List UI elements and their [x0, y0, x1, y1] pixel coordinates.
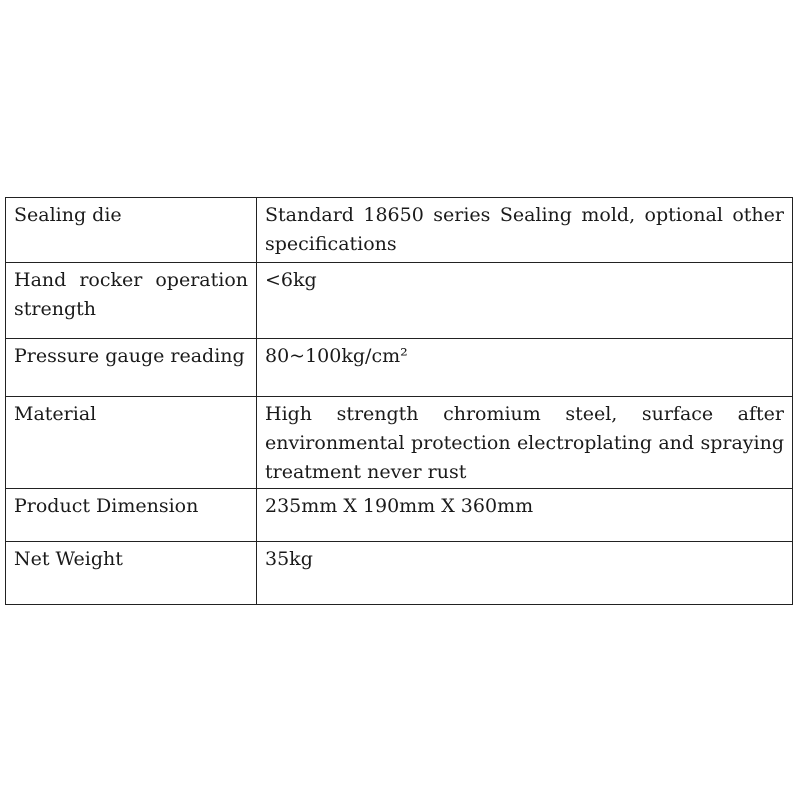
spec-value: <6kg: [257, 263, 793, 339]
spec-label: Net Weight: [6, 542, 257, 605]
table-row: [6, 263, 793, 339]
table-row: [6, 198, 793, 263]
spec-label: Pressure gauge reading: [6, 339, 257, 397]
table-row: [6, 339, 793, 397]
spec-label: Material: [6, 397, 257, 489]
spec-value: 35kg: [257, 542, 793, 605]
spec-value: Standard 18650 series Sealing mold, optional other specifications: [257, 198, 793, 263]
table-row: [6, 542, 793, 605]
spec-label: Product Dimension: [6, 489, 257, 542]
spec-value: High strength chromium steel, surface after environmental protection electroplating and spraying treatment never rust: [257, 397, 793, 489]
table-row: [6, 489, 793, 542]
specification-table: [5, 197, 793, 605]
spec-value: 80~100kg/cm²: [257, 339, 793, 397]
table-row: [6, 397, 793, 489]
spec-label: Hand rocker operation strength: [6, 263, 257, 339]
spec-label: Sealing die: [6, 198, 257, 263]
spec-value: 235mm X 190mm X 360mm: [257, 489, 793, 542]
